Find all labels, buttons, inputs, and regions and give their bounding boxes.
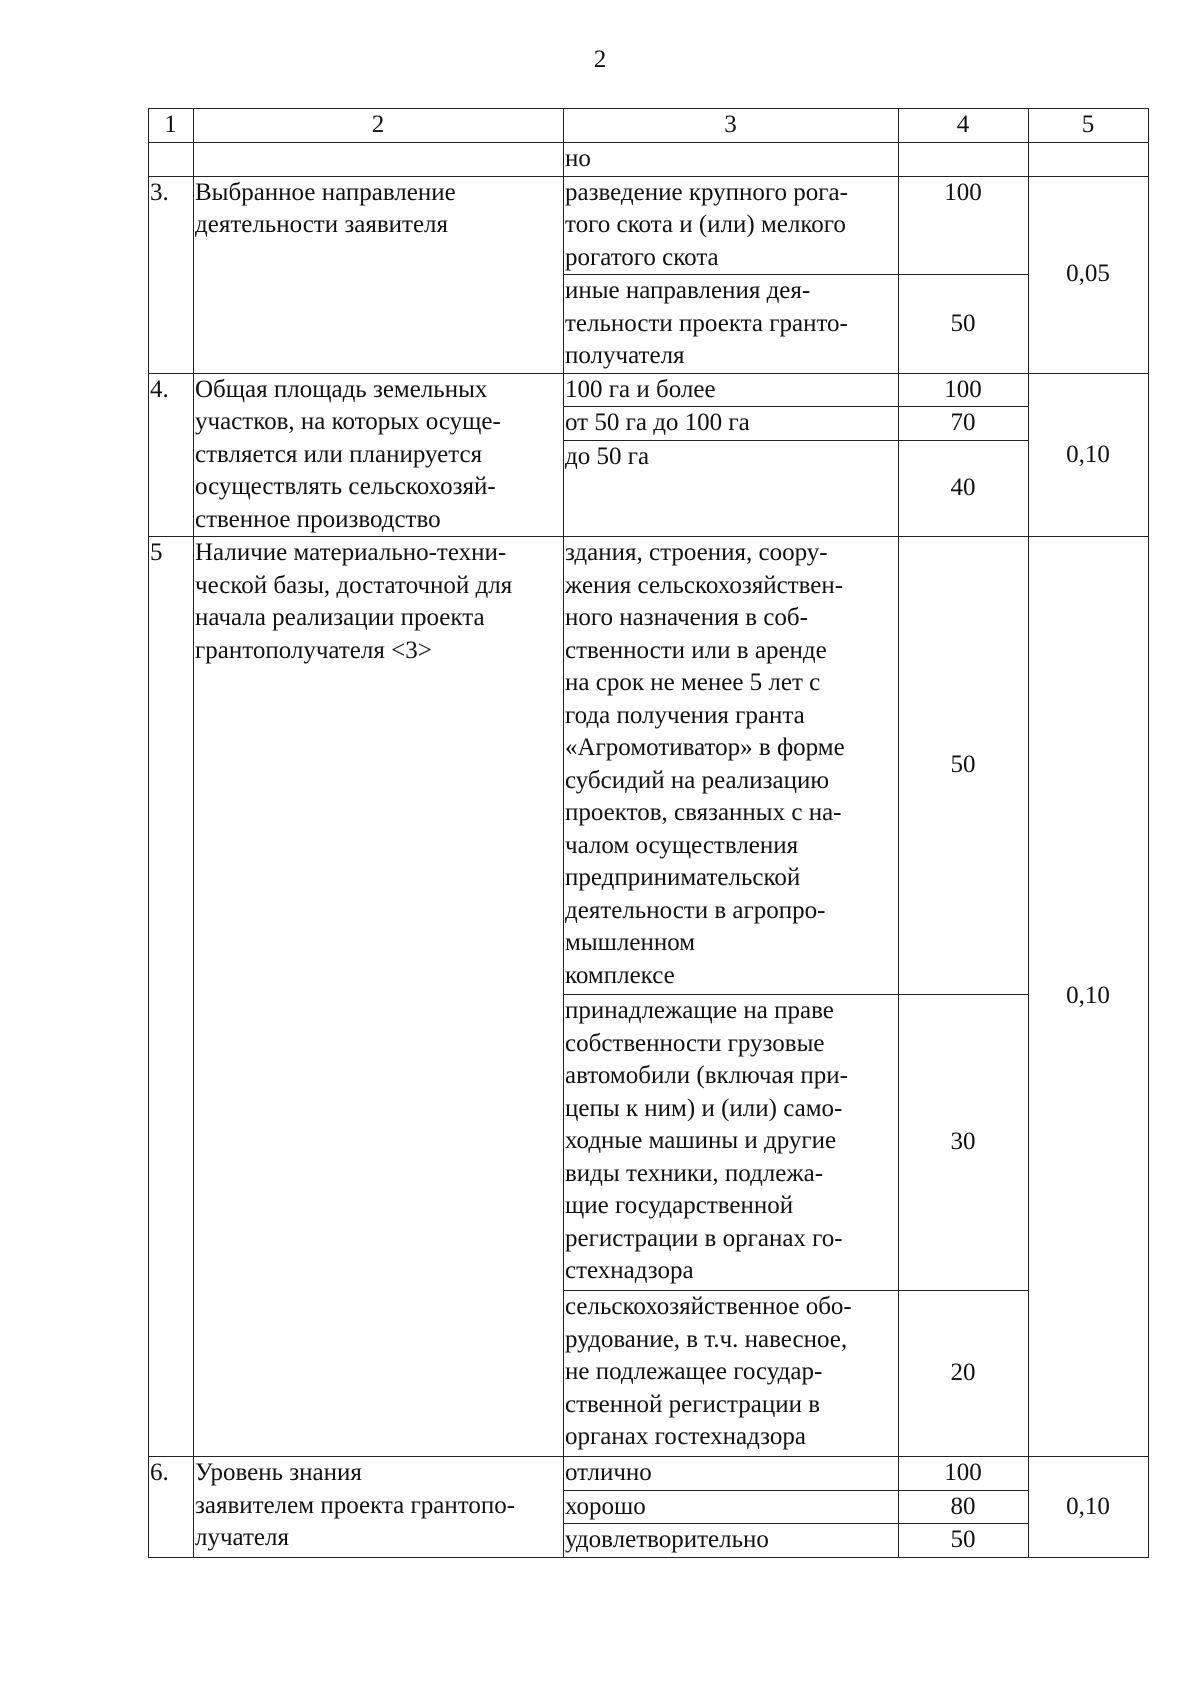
criterion-option-score: 100 xyxy=(899,1457,1029,1491)
criterion-option-value: здания, строения, соору- жения сельскохозяйствен- ного назначения в соб- ственности или в аренде на срок не менее 5 лет с года получения гранта «Агромотиватор» в форме субсидий на реализацию проектов, связанных с на- чалом осуществления предпринимательской деятельности в агропро- мышленном комплексе xyxy=(564,537,899,995)
continuation-value-cell: но xyxy=(564,143,899,177)
criterion-name: Наличие материально-техни- ческой базы, достаточной для начала реализации проекта грантополучателя <3> xyxy=(194,537,564,1457)
criterion-option-score: 100 xyxy=(899,373,1029,407)
header-cell-3: 3 xyxy=(564,109,899,143)
criterion-name: Общая площадь земельных участков, на которых осуще- ствляется или планируется осуществлять сельскохозяй- ственное производство xyxy=(194,373,564,537)
criterion-option-value: хорошо xyxy=(564,1490,899,1524)
criterion-option-score: 20 xyxy=(899,1291,1029,1457)
table-row-criterion-5 xyxy=(149,537,1149,995)
criterion-number: 4. xyxy=(149,373,194,537)
header-cell-4: 4 xyxy=(899,109,1029,143)
criterion-number: 6. xyxy=(149,1457,194,1558)
table-header-row xyxy=(149,109,1149,143)
criterion-weight: 0,10 xyxy=(1029,373,1149,537)
criteria-table xyxy=(148,108,1149,1558)
criterion-option-score: 80 xyxy=(899,1490,1029,1524)
criterion-number: 5 xyxy=(149,537,194,1457)
table-row-criterion-4 xyxy=(149,373,1149,407)
criterion-option-score: 30 xyxy=(899,995,1029,1291)
header-cell-5: 5 xyxy=(1029,109,1149,143)
criterion-option-score: 50 xyxy=(899,1524,1029,1558)
continuation-weight-cell xyxy=(1029,143,1149,177)
page-number: 2 xyxy=(593,46,607,73)
criterion-option-score: 40 xyxy=(899,440,1029,536)
header-cell-2: 2 xyxy=(194,109,564,143)
criterion-option-value: от 50 га до 100 га xyxy=(564,407,899,441)
criterion-option-score: 100 xyxy=(899,176,1029,275)
criterion-weight: 0,10 xyxy=(1029,1457,1149,1558)
criterion-option-score: 50 xyxy=(899,275,1029,374)
criterion-option-value: иные направления дея- тельности проекта гранто- получателя xyxy=(564,275,899,374)
criterion-option-value: принадлежащие на праве собственности грузовые автомобили (включая при- цепы к ним) и (или) само- ходные машины и другие виды техники, подлежа- щие государственной регистрации в органах го- стехнадзора xyxy=(564,995,899,1291)
criterion-option-value: отлично xyxy=(564,1457,899,1491)
criterion-option-score: 70 xyxy=(899,407,1029,441)
criterion-name: Выбранное направление деятельности заявителя xyxy=(194,176,564,373)
criterion-weight: 0,05 xyxy=(1029,176,1149,373)
criterion-option-value: 100 га и более xyxy=(564,373,899,407)
continuation-name-cell xyxy=(194,143,564,177)
criterion-option-score: 50 xyxy=(899,537,1029,995)
criterion-number: 3. xyxy=(149,176,194,373)
table-row-continuation xyxy=(149,143,1149,177)
continuation-num-cell xyxy=(149,143,194,177)
criterion-option-value: разведение крупного рога- того скота и (или) мелкого рогатого скота xyxy=(564,176,899,275)
table-row-criterion-6 xyxy=(149,1457,1149,1491)
criterion-option-value: удовлетворительно xyxy=(564,1524,899,1558)
criterion-weight: 0,10 xyxy=(1029,537,1149,1457)
table-row-criterion-3 xyxy=(149,176,1149,275)
continuation-score-cell xyxy=(899,143,1029,177)
criterion-option-value: до 50 га xyxy=(564,440,899,536)
criterion-option-value: сельскохозяйственное обо- рудование, в т.ч. навесное, не подлежащее государ- ственной регистрации в органах гостехнадзора xyxy=(564,1291,899,1457)
header-cell-1: 1 xyxy=(149,109,194,143)
criterion-name: Уровень знания заявителем проекта грантопо- лучателя xyxy=(194,1457,564,1558)
